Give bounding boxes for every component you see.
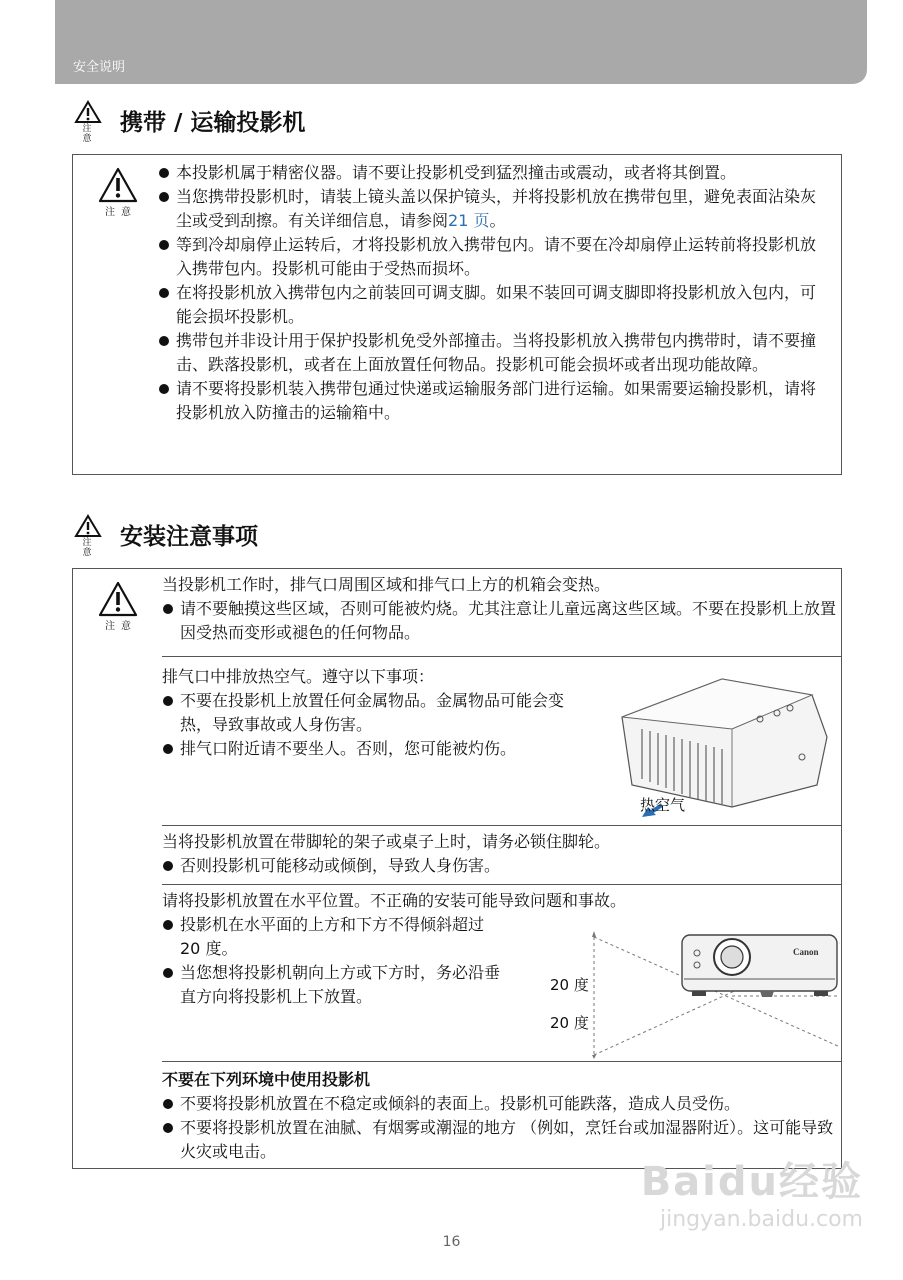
watermark-url: jingyan.baidu.com: [659, 1207, 863, 1232]
list-item: [158, 185, 830, 233]
list-item-tail: 。: [489, 211, 506, 230]
projector-angle-illustration: [592, 929, 842, 1059]
figure-caption: 热空气: [640, 796, 686, 814]
page-ref-link[interactable]: 21 页: [448, 211, 490, 230]
section2-title-row: [72, 514, 258, 558]
caution-label: 注意: [82, 538, 98, 558]
brand-text: Canon: [793, 947, 819, 957]
list-item: 不要在投影机上放置任何金属物品。金属物品可能会变热，导致事故或人身伤害。: [162, 689, 592, 737]
list-item: 请不要将投影机装入携带包通过快递或运输服务部门进行运输。如果需要运输投影机，请将投影机放入防撞击的运输箱中。: [158, 377, 830, 425]
caution-icon: [72, 514, 104, 558]
list-item: 不要将投影机放置在油腻、有烟雾或潮湿的地方 （例如，烹饪台或加湿器附近）。这可能导致火灾或电击。: [162, 1116, 842, 1164]
header-bar: [55, 0, 867, 84]
list-item: 等到冷却扇停止运转后，才将投影机放入携带包内。请不要在冷却扇停止运转前将投影机放入携带包内。投影机可能由于受热而损坏。: [158, 233, 830, 281]
list-item-text: 当您携带投影机时，请装上镜头盖以保护镜头，并将投影机放在携带包里，避免表面沾染灰尘或受到刮擦。有关详细信息，请参阅: [176, 187, 817, 230]
section2-box: [72, 568, 842, 1169]
section1-title-row: [72, 100, 305, 144]
watermark-brand: Baidu经验: [640, 1159, 863, 1205]
caution-icon: [72, 100, 104, 144]
section2-title: 安装注意事项: [120, 524, 258, 550]
angle-label-bottom: 20 度: [550, 1014, 589, 1032]
row-level: [162, 884, 841, 1062]
warning-column: [73, 569, 163, 632]
list-item: 投影机在水平面的上方和下方不得倾斜超过 20 度。: [162, 913, 502, 961]
caution-label: 注意: [82, 124, 98, 144]
list-item: 否则投影机可能移动或倾倒，导致人身伤害。: [162, 854, 838, 878]
row-intro: 当将投影机放置在带脚轮的架子或桌子上时，请务必锁住脚轮。: [162, 832, 611, 851]
section1-title: 携带 / 运输投影机: [120, 110, 306, 136]
row-intro: 当投影机工作时，排气口周围区域和排气口上方的机箱会变热。: [162, 575, 611, 594]
page-number: 16: [442, 1234, 461, 1250]
list-item: 排气口附近请不要坐人。否则，您可能被灼伤。: [162, 737, 592, 761]
row-intro: 请将投影机放置在水平位置。不正确的安装可能导致问题和事故。: [162, 891, 627, 910]
row-casters: [162, 825, 841, 885]
angle-label-top: 20 度: [550, 976, 589, 994]
warning-label: 注意: [105, 621, 137, 632]
header-label: 安全说明: [73, 60, 126, 75]
watermark: [641, 1150, 863, 1232]
row-exhaust: [162, 656, 841, 826]
list-item: 在将投影机放入携带包内之前装回可调支脚。如果不装回可调支脚即将投影机放入包内，可能会损坏投影机。: [158, 281, 830, 329]
list-item: 携带包并非设计用于保护投影机免受外部撞击。当将投影机放入携带包内携带时，请不要撞击、跌落投影机，或者在上面放置任何物品。投影机可能会损坏或者出现功能故障。: [158, 329, 830, 377]
section1-list: [158, 161, 830, 425]
warning-label: 注意: [105, 207, 137, 218]
list-item: 当您想将投影机朝向上方或下方时，务必沿垂直方向将投影机上下放置。: [162, 961, 502, 1009]
row-intro: 排气口中排放热空气。遵守以下事项：: [162, 667, 435, 686]
warning-column: [73, 155, 163, 218]
list-item: 请不要触摸这些区域，否则可能被灼烧。尤其注意让儿童远离这些区域。不要在投影机上放置因受热而变形或褪色的任何物品。: [162, 597, 838, 645]
row-heat: [162, 569, 841, 656]
section1-box: [72, 154, 842, 475]
list-item: 本投影机属于精密仪器。请不要让投影机受到猛烈撞击或震动，或者将其倒置。: [158, 161, 830, 185]
row-heading: 不要在下列环境中使用投影机: [162, 1070, 371, 1089]
list-item: 不要将投影机放置在不稳定或倾斜的表面上。投影机可能跌落，造成人员受伤。: [162, 1092, 842, 1116]
